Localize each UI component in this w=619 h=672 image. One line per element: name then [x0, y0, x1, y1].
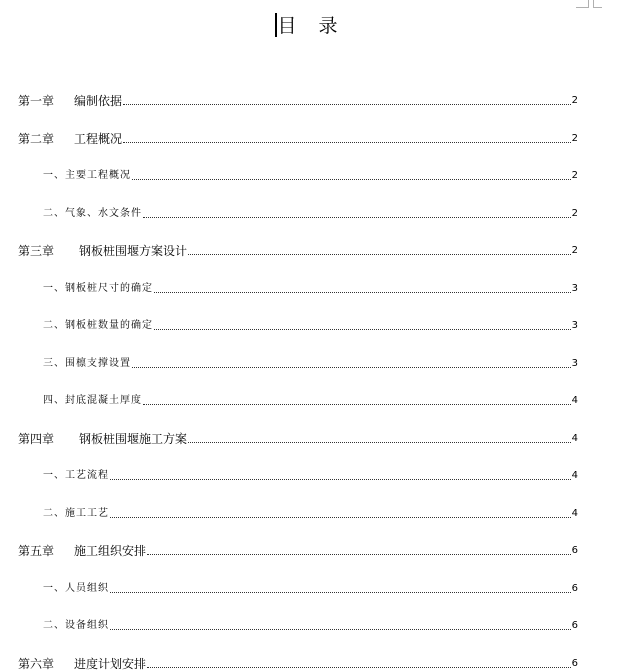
- toc-chapter-title: 工程概况: [74, 131, 123, 146]
- title-container: [0, 12, 619, 40]
- toc-section-entry[interactable]: [43, 168, 578, 184]
- toc-dot-leader: [147, 553, 571, 555]
- toc-dot-leader: [188, 253, 571, 255]
- toc-section-title: 二、施工工艺: [43, 507, 109, 519]
- toc-dot-leader: [123, 103, 571, 105]
- toc-section-title: 三、围檩支撑设置: [43, 357, 131, 369]
- document-title[interactable]: 目 录: [277, 15, 346, 37]
- toc-chapter-number: 第六章: [18, 656, 55, 671]
- toc-page-number: 2: [571, 207, 578, 219]
- toc-page-number: 4: [571, 470, 578, 481]
- toc-chapter-entry[interactable]: [18, 656, 578, 672]
- toc-chapter-number: 第五章: [18, 544, 55, 558]
- toc-chapter-title: 钢板桩围堰施工方案: [79, 431, 188, 446]
- toc-page-number: 3: [571, 320, 578, 331]
- toc-page-number: 6: [571, 657, 578, 669]
- toc-dot-leader: [132, 178, 571, 180]
- toc-section-entry[interactable]: [43, 506, 578, 522]
- toc-chapter-number: 第三章: [18, 244, 55, 258]
- toc-section-entry[interactable]: [43, 318, 578, 334]
- toc-dot-leader: [154, 291, 571, 293]
- toc-section-title: 一、主要工程概况: [43, 170, 131, 181]
- toc-section-title: 二、钢板桩数量的确定: [43, 320, 153, 331]
- toc-page-number: 2: [571, 245, 578, 256]
- toc-dot-leader: [188, 441, 571, 443]
- toc-chapter-number: 第一章: [18, 94, 55, 108]
- toc-page-number: 6: [571, 582, 578, 594]
- toc-dot-leader: [123, 141, 571, 143]
- toc-section-entry[interactable]: [43, 468, 578, 484]
- toc-chapter-title: 编制依据: [74, 94, 123, 108]
- toc-chapter-entry[interactable]: [18, 543, 578, 559]
- toc-dot-leader: [110, 516, 571, 518]
- toc-section-entry[interactable]: [43, 581, 578, 597]
- toc-dot-leader: [132, 366, 571, 368]
- toc-page-number: 6: [571, 620, 578, 631]
- toc-page-number: 2: [571, 132, 578, 144]
- toc-page-number: 6: [571, 545, 578, 556]
- toc-page-number: 4: [571, 432, 578, 444]
- toc-section-entry[interactable]: [43, 281, 578, 297]
- toc-dot-leader: [110, 478, 571, 480]
- toc-section-entry[interactable]: [43, 393, 578, 409]
- toc-section-title: 一、工艺流程: [43, 470, 109, 481]
- toc-section-entry[interactable]: [43, 356, 578, 372]
- toc-dot-leader: [110, 591, 571, 593]
- toc-page-number: 3: [571, 282, 578, 294]
- toc-chapter-title: 进度计划安排: [74, 656, 147, 671]
- toc-chapter-title: 施工组织安排: [74, 544, 147, 558]
- toc-page-number: 4: [571, 395, 578, 406]
- toc-section-title: 一、钢板桩尺寸的确定: [43, 282, 153, 294]
- toc-chapter-title: 钢板桩围堰方案设计: [79, 244, 188, 258]
- toc-section-title: 一、人员组织: [43, 582, 109, 594]
- toc-page-number: 4: [571, 507, 578, 519]
- toc-section-entry[interactable]: [43, 618, 578, 634]
- toc-dot-leader: [147, 666, 571, 668]
- toc-dot-leader: [143, 216, 571, 218]
- toc-chapter-entry[interactable]: [18, 243, 578, 259]
- toc-dot-leader: [110, 628, 571, 630]
- toc-chapter-entry[interactable]: [18, 431, 578, 447]
- toc-chapter-number: 第四章: [18, 431, 55, 446]
- toc-chapter-entry[interactable]: [18, 131, 578, 147]
- margin-corner-mark: [576, 0, 589, 8]
- toc-chapter-number: 第二章: [18, 131, 55, 146]
- margin-corner-mark: [593, 0, 602, 8]
- toc-section-title: 二、气象、水文条件: [43, 207, 142, 219]
- toc-section-title: 四、封底混凝土厚度: [43, 395, 142, 406]
- toc-dot-leader: [154, 328, 571, 330]
- toc-page-number: 3: [571, 357, 578, 369]
- toc-section-entry[interactable]: [43, 206, 578, 222]
- toc-page-number: 2: [571, 170, 578, 181]
- toc-dot-leader: [143, 403, 571, 405]
- toc-page-number: 2: [571, 95, 578, 106]
- toc-section-title: 二、设备组织: [43, 620, 109, 631]
- toc-chapter-entry[interactable]: [18, 93, 578, 109]
